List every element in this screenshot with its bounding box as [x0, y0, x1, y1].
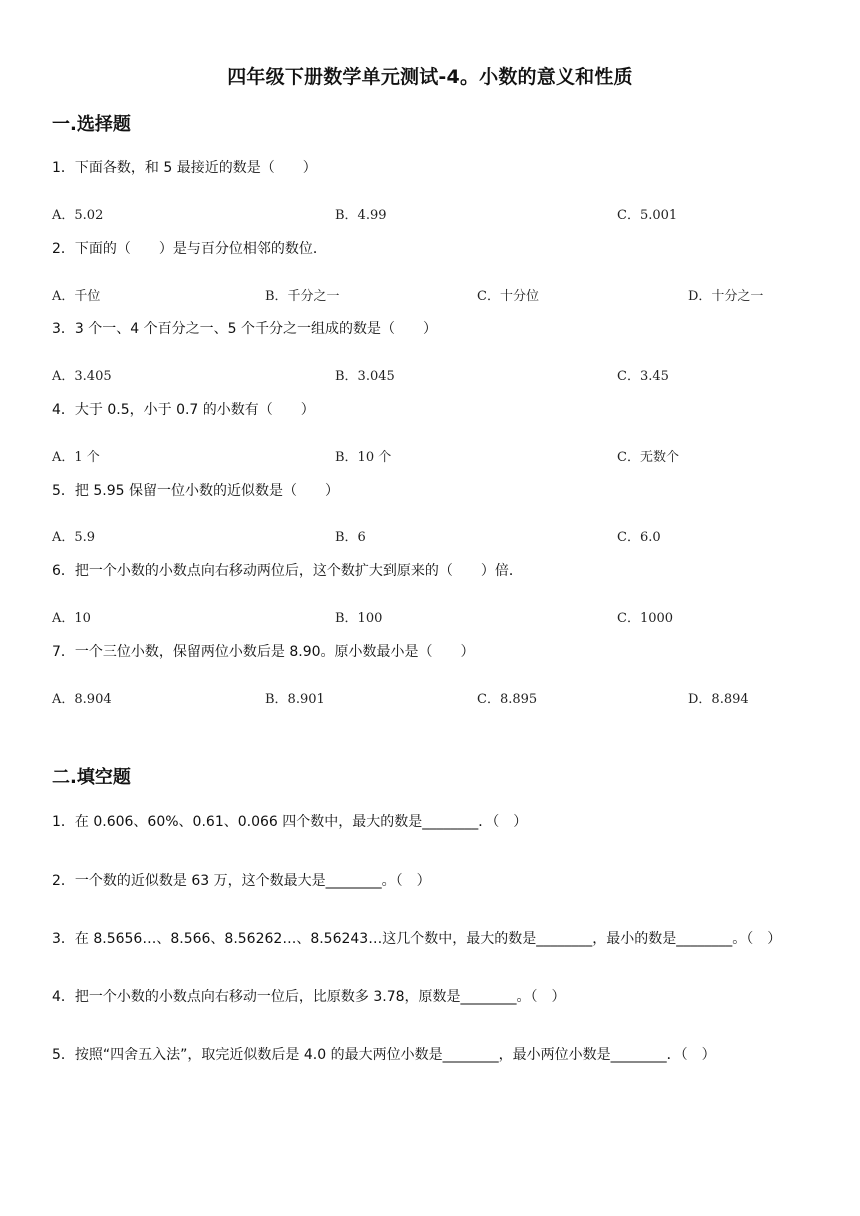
option-a: A．3.405 [52, 369, 112, 384]
question-7: 7．一个三位小数，保留两位小数后是 8.90。原小数最小是（ ） [52, 644, 475, 660]
question-2: 2．下面的（ ）是与百分位相邻的数位． [52, 241, 327, 257]
option-b: B．10 个 [335, 450, 392, 465]
fill-question-5: 5．按照“四舍五入法”，取完近似数后是 4.0 的最大两位小数是________，最小两位小数是________．（ ） [52, 1047, 716, 1063]
option-c: C．3.45 [617, 369, 669, 384]
option-c: C．无数个 [617, 450, 679, 465]
question-1: 1．下面各数，和 5 最接近的数是（ ） [52, 160, 317, 176]
fill-question-3: 3．在 8.5656…、8.566、8.56262…、8.56243…这几个数中，最大的数是________，最小的数是________。（ ） [52, 931, 782, 947]
section-heading-choice: 一.选择题 [52, 114, 131, 135]
question-6: 6．把一个小数的小数点向右移动两位后，这个数扩大到原来的（ ）倍． [52, 563, 523, 579]
fill-question-1: 1．在 0.606、60%、0.61、0.066 四个数中，最大的数是________．（ ） [52, 814, 528, 830]
option-b: B．3.045 [335, 369, 395, 384]
option-b: B．100 [335, 611, 383, 626]
option-b: B．千分之一 [265, 289, 340, 304]
option-c: C．1000 [617, 611, 674, 626]
fill-question-2: 2．一个数的近似数是 63 万，这个数最大是________。（ ） [52, 873, 431, 889]
option-b: B．8.901 [265, 692, 325, 707]
option-b: B．6 [335, 530, 366, 545]
question-4: 4．大于 0.5，小于 0.7 的小数有（ ） [52, 402, 315, 418]
option-d: D．十分之一 [688, 289, 764, 304]
option-a: A．8.904 [52, 692, 112, 707]
question-3: 3．3 个一、4 个百分之一、5 个千分之一组成的数是（ ） [52, 321, 437, 337]
option-c: C．8.895 [477, 692, 538, 707]
option-d: D．8.894 [688, 692, 749, 707]
option-c: C．5.001 [617, 208, 678, 223]
option-c: C．十分位 [477, 289, 539, 304]
option-a: A．10 [52, 611, 91, 626]
section-heading-fill: 二.填空题 [52, 767, 131, 788]
option-a: A．千位 [52, 289, 101, 304]
page-title: 四年级下册数学单元测试-4。小数的意义和性质 [227, 66, 633, 88]
option-a: A．5.02 [52, 208, 104, 223]
option-a: A．5.9 [52, 530, 96, 545]
question-5: 5．把 5.95 保留一位小数的近似数是（ ） [52, 483, 339, 499]
fill-question-4: 4．把一个小数的小数点向右移动一位后，比原数多 3.78，原数是________。（ ） [52, 989, 566, 1005]
option-a: A．1 个 [52, 450, 100, 465]
option-b: B．4.99 [335, 208, 387, 223]
option-c: C．6.0 [617, 530, 661, 545]
